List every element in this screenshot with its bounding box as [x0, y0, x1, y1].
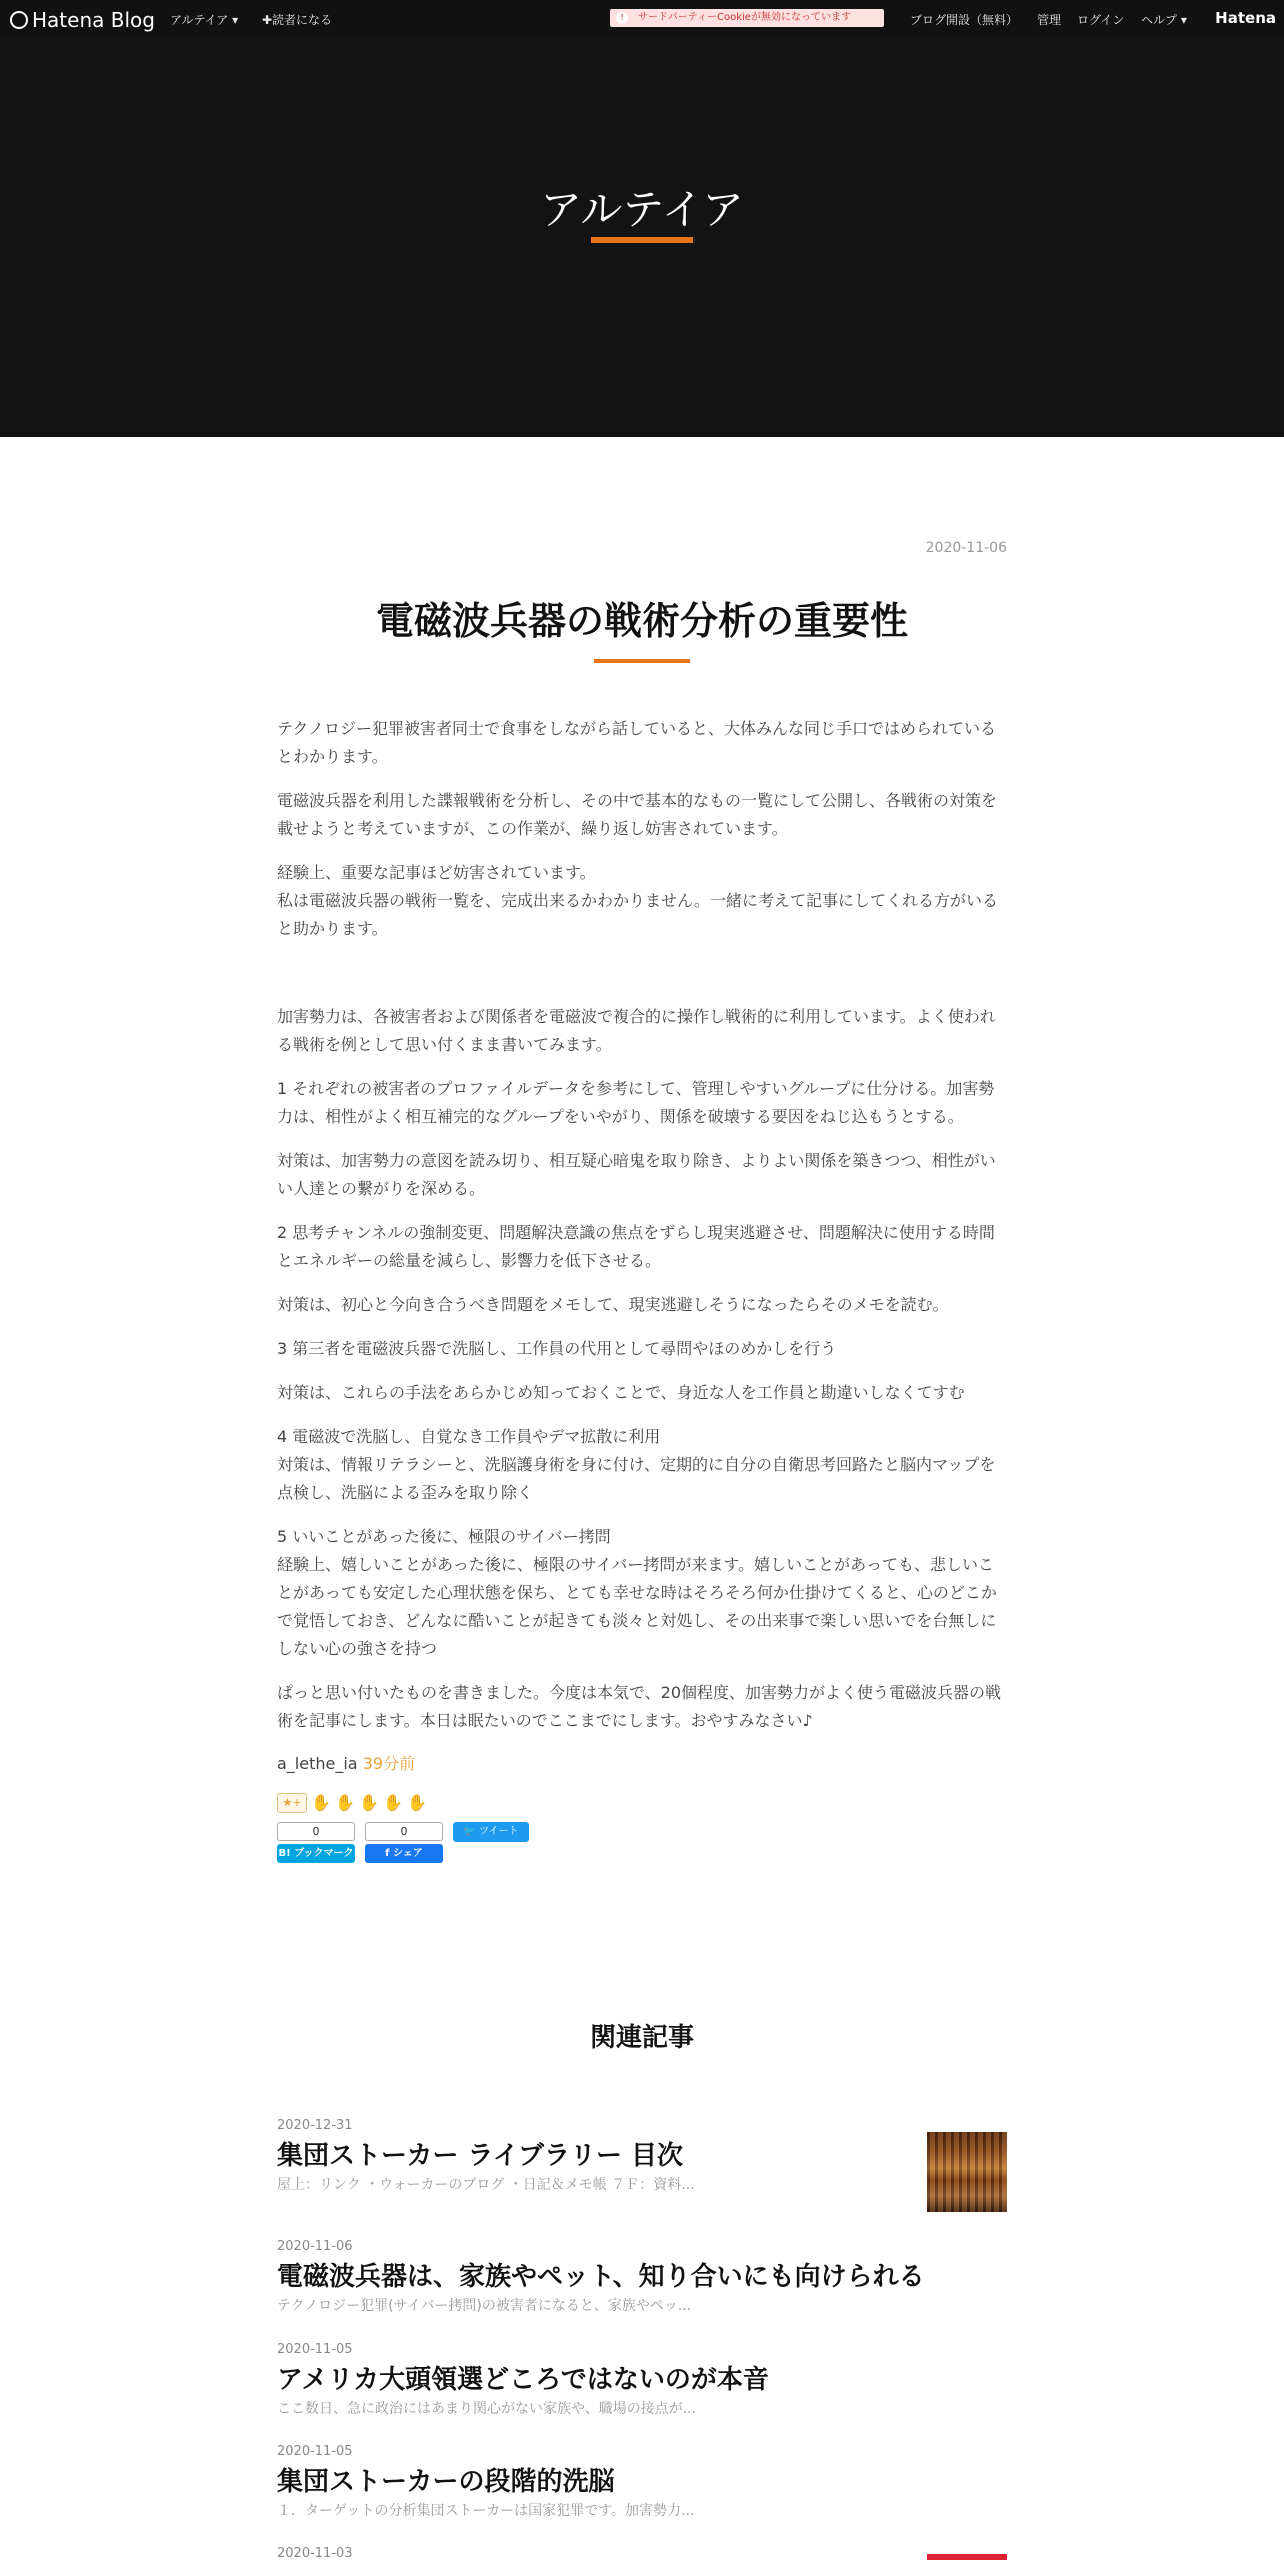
entry-title-underline: [594, 659, 690, 663]
global-header: [0, 0, 1284, 37]
star-user-icon[interactable]: ✋: [335, 1793, 355, 1812]
social-share-buttons: [277, 1822, 1007, 1864]
related-entry[interactable]: [277, 2546, 1007, 2568]
related-entry[interactable]: [277, 2239, 1007, 2342]
related-entry-title[interactable]: 集団ストーカーの段階的洗脳: [277, 2467, 615, 2497]
star-user-icon[interactable]: ✋: [359, 1793, 379, 1812]
related-entry[interactable]: [277, 2118, 1007, 2239]
help-dropdown[interactable]: ヘルプ ▾: [1141, 13, 1187, 27]
related-entry-excerpt: ここ数日、急に政治にはあまり関心がない家族や、職場の接点が...: [277, 2401, 697, 2417]
star-user-icon[interactable]: ✋: [383, 1793, 403, 1812]
related-entry-title[interactable]: 電磁波兵器は、家族やペット、知り合いにも向けられる: [277, 2262, 925, 2292]
related-entry-title[interactable]: 集団ストーカー ライブラリー 目次: [277, 2141, 684, 2171]
related-entry-excerpt: 屋上：リンク ・ウォーカーのブログ ・日記＆メモ帳 ７Ｆ：資料...: [277, 2177, 695, 2193]
hatena-star-area: [277, 1792, 1007, 1814]
paragraph: 1 それぞれの被害者のプロファイルデータを参考にして、管理しやすいグループに仕分ける。加害勢力は、相性がよく相互補完的なグループをいやがり、関係を破壊する要因をねじ込もうとする。: [277, 1079, 995, 1126]
star-user-icon[interactable]: ✋: [311, 1793, 331, 1812]
entry-title[interactable]: 電磁波兵器の戦術分析の重要性: [375, 599, 908, 643]
related-entry-date: 2020-11-06: [277, 2239, 353, 2254]
related-entry[interactable]: [277, 2444, 1007, 2546]
paragraph: 対策は、加害勢力の意図を読み切り、相互疑心暗鬼を取り除き、よりよい関係を築きつつ、相性がいい人達との繋がりを深める。: [277, 1151, 996, 1198]
blog-menu-dropdown[interactable]: アルテイア ▾: [170, 13, 239, 27]
related-entries-list: [277, 2118, 1007, 2568]
related-entry-thumbnail[interactable]: [927, 2132, 1007, 2212]
related-entries-heading: 関連記事: [589, 2023, 694, 2053]
facebook-count: 0: [365, 1822, 443, 1841]
related-entry-title[interactable]: アメリカ大頭領選どころではないのが本音: [277, 2365, 769, 2395]
bookmark-count: 0: [277, 1822, 355, 1841]
bookmark-button[interactable]: B! ブックマーク: [277, 1844, 355, 1863]
paragraph: 3 第三者を電磁波兵器で洗脳し、工作員の代用として尋問やほのめかしを行う: [277, 1339, 837, 1358]
related-entry-thumbnail[interactable]: [927, 2554, 1007, 2560]
paragraph: 電磁波兵器を利用した諜報戦術を分析し、その中で基本的なもの一覧にして公開し、各戦術の対策を載せようと考えていますが、この作業が、繰り返し妨害されています。: [277, 791, 998, 838]
facebook-share[interactable]: [365, 1822, 443, 1864]
tweet-label: ツイート: [479, 1826, 519, 1837]
twitter-bird-icon: 🐦: [463, 1826, 476, 1837]
related-entry[interactable]: [277, 2342, 1007, 2444]
bookmark-share[interactable]: [277, 1822, 355, 1864]
posted-time-link[interactable]: 39分前: [362, 1754, 416, 1773]
add-star-button[interactable]: ★+: [277, 1793, 307, 1813]
related-entry-excerpt: １．ターゲットの分析集団ストーカーは国家犯罪です。加害勢力...: [277, 2503, 695, 2519]
entry-article: [277, 540, 1007, 1864]
author-link[interactable]: a_lethe_ia: [277, 1754, 358, 1773]
paragraph: 加害勢力は、各被害者および関係者を電磁波で複合的に操作し戦術的に利用しています。よく使われる戦術を例として思い付くまま書いてみます。: [277, 1007, 996, 1054]
star-user-icon[interactable]: ✋: [407, 1793, 427, 1812]
brand-label: Hatena Blog: [32, 8, 155, 32]
manage-link[interactable]: 管理: [1037, 13, 1062, 27]
entry-date[interactable]: 2020-11-06: [925, 540, 1007, 556]
hatena-brand-link[interactable]: Hatena: [1215, 9, 1276, 27]
paragraph: 対策は、これらの手法をあらかじめ知っておくことで、身近な人を工作員と勘違いしなくてすむ: [277, 1383, 965, 1402]
related-entry-excerpt: テクノロジー犯罪(サイバー拷問)の被害者になると、家族やペッ...: [277, 2298, 692, 2314]
facebook-share-button[interactable]: f シェア: [365, 1844, 443, 1863]
related-entry-date: 2020-12-31: [277, 2118, 353, 2133]
hatena-blog-logo[interactable]: [10, 8, 155, 32]
subscribe-button[interactable]: ✚読者になる: [262, 13, 333, 27]
related-entry-date: 2020-11-03: [277, 2546, 353, 2561]
paragraph: 4 電磁波で洗脳し、自覚なき工作員やデマ拡散に利用 対策は、情報リテラシーと、洗脳護身術を身に付け、定期的に自分の自衛思考回路たと脳内マップを点検し、洗脳による歪みを取り除く: [277, 1427, 996, 1502]
cookie-warning-text: サードパーティーCookieが無効になっています: [638, 12, 851, 23]
paragraph: 2 思考チャンネルの強制変更、問題解決意識の焦点をずらし現実逃避させ、問題解決に使用する時間とエネルギーの総量を減らし、影響力を低下させる。: [277, 1223, 995, 1270]
login-link[interactable]: ログイン: [1077, 13, 1125, 27]
related-entry-date: 2020-11-05: [277, 2444, 353, 2459]
open-blog-link[interactable]: ブログ開設（無料）: [910, 13, 1019, 27]
paragraph: テクノロジー犯罪被害者同士で食事をしながら話していると、大体みんな同じ手口ではめられているとわかります。: [277, 719, 997, 766]
tweet-button[interactable]: [453, 1822, 529, 1842]
related-entry-date: 2020-11-05: [277, 2342, 353, 2357]
warning-icon: !: [616, 12, 628, 24]
paragraph: 経験上、重要な記事ほど妨害されています。 私は電磁波兵器の戦術一覧を、完成出来るかわかりません。一緒に考えて記事にしてくれる方がいると助かります。: [277, 863, 998, 938]
entry-body: [277, 715, 1007, 1735]
blog-header: [0, 37, 1284, 437]
paragraph: 5 いいことがあった後に、極限のサイバー拷問 経験上、嬉しいことがあった後に、極限のサイバー拷問が来ます。嬉しいことがあっても、悲しいことがあっても安定した心理状態を保ち、とても幸せな時はそろそろ何か仕掛けてくると、心のどこかで覚悟しておき、どんなに酷いことが起きても淡々と対処し、その出来事で楽しい思いでを台無しにしない心の強さを持つ: [277, 1527, 997, 1658]
spacer: [277, 959, 1007, 1003]
cookie-warning-banner[interactable]: [610, 9, 884, 27]
blog-title-underline: [591, 237, 693, 243]
paragraph: ぱっと思い付いたものを書きました。今度は本気で、20個程度、加害勢力がよく使う電磁波兵器の戦術を記事にします。本日は眠たいのでここまでにします。おやすみなさい♪: [277, 1683, 1002, 1730]
blog-title[interactable]: アルテイア: [539, 185, 745, 234]
hatena-logo-icon: [10, 11, 28, 29]
paragraph: 対策は、初心と今向き合うべき問題をメモして、現実逃避しそうになったらそのメモを読む。: [277, 1295, 949, 1314]
entry-footer: [277, 1751, 1007, 1774]
